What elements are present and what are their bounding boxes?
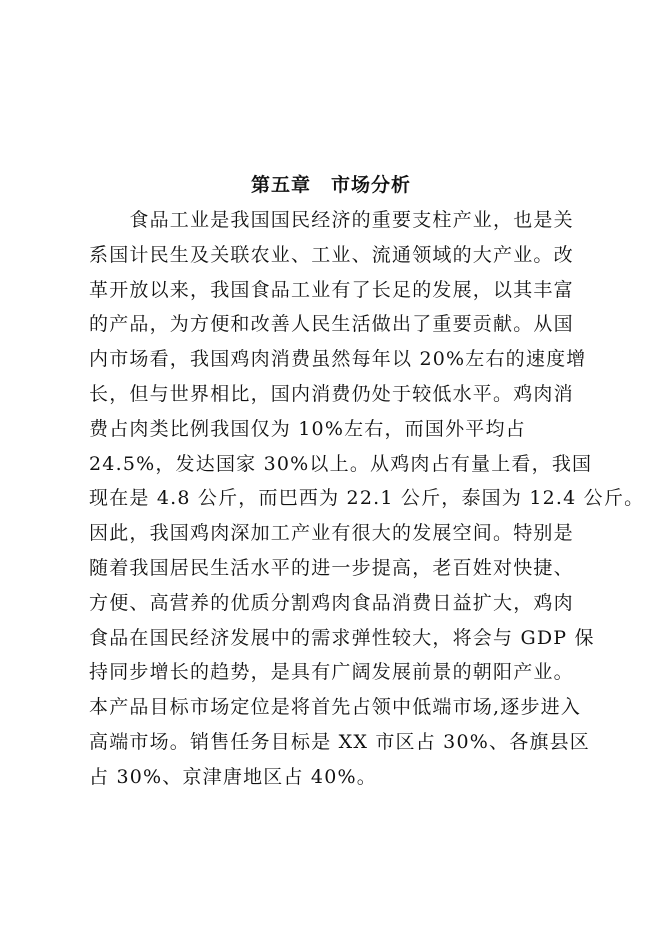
paragraph-line-9: 现在是 4.8 公斤，而巴西为 22.1 公斤，泰国为 12.4 公斤。 [89,487,645,510]
paragraph-line-14: 持同步增长的趋势，是具有广阔发展前景的朝阳产业。 [89,661,574,684]
paragraph-line-3: 革开放以来，我国食品工业有了长足的发展，以其丰富 [89,278,574,301]
paragraph-line-16: 高端市场。销售任务目标是 XX 市区占 30%、各旗县区 [89,730,591,753]
paragraph-line-2: 系国计民生及关联农业、工业、流通领域的大产业。改 [89,243,574,266]
paragraph-line-12: 方便、高营养的优质分割鸡肉食品消费日益扩大，鸡肉 [89,591,574,614]
paragraph-line-7: 费占肉类比例我国仅为 10%左右，而国外平均占 [89,417,526,440]
paragraph-line-1: 食品工业是我国国民经济的重要支柱产业，也是关 [89,209,574,231]
market-analysis-paragraph [89,203,649,795]
paragraph-line-6: 长，但与世界相比，国内消费仍处于较低水平。鸡肉消 [89,382,574,405]
paragraph-line-5: 内市场看，我国鸡肉消费虽然每年以 20%左右的速度增 [89,348,587,371]
paragraph-line-11: 随着我国居民生活水平的进一步提高，老百姓对快捷、 [89,556,574,579]
paragraph-line-13: 食品在国民经济发展中的需求弹性较大，将会与 GDP 保 [89,626,595,649]
paragraph-line-17: 占 30%、京津唐地区占 40%。 [89,765,377,788]
paragraph-line-15: 本产品目标市场定位是将首先占领中低端市场,逐步进入 [89,696,582,719]
paragraph-line-4: 的产品，为方便和改善人民生活做出了重要贡献。从国 [89,313,574,336]
paragraph-line-10: 因此，我国鸡肉深加工产业有很大的发展空间。特别是 [89,522,574,545]
paragraph-line-8: 24.5%，发达国家 30%以上。从鸡肉占有量上看，我国 [89,452,593,475]
chapter-title: 第五章 市场分析 [250,174,411,196]
